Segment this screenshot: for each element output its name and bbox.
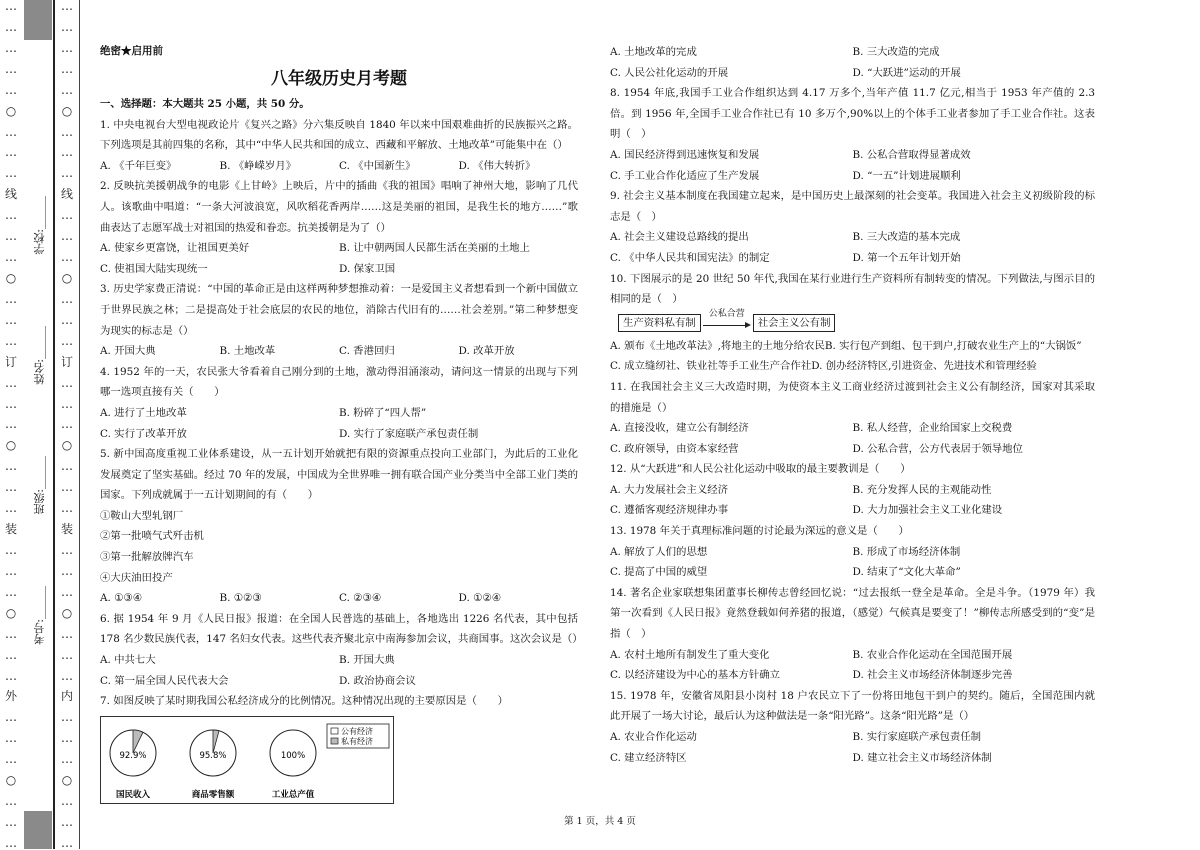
answer-options <box>100 238 578 279</box>
answer-option: D. 保家卫国 <box>339 262 396 275</box>
question-stem: 2. 反映抗美援朝战争的电影《上甘岭》上映后，片中的插曲《我的祖国》唱响了神州大地，影响了几代人。该歌曲中唱道：“一条大河波浪宽，风吹稻花香两岸……这是美丽的祖国，是我生长的地方……”歌曲表达了志愿军战士对祖国的热爱和眷恋。抗美援朝是为了（） <box>100 180 578 234</box>
answer-option: B. 粉碎了“四人帮” <box>339 406 427 419</box>
seal-mark: … <box>61 835 73 850</box>
question-stem: 12. 从“大跃进”和人民公社化运动中吸取的最主要教训是（ ） <box>610 463 911 476</box>
seal-mark: … <box>61 82 73 97</box>
answer-option: D. 改革开放 <box>458 345 515 358</box>
flow-arrow-label: 公私合营 <box>708 308 745 319</box>
question-item: ③第一批解放牌汽车 <box>100 551 194 564</box>
seal-mark: … <box>5 794 17 809</box>
pie-chart-svg <box>101 717 393 803</box>
question-stem: 7. 如图反映了某时期我国公私经济成分的比例情况。这种情况出现的主要原因是（ ） <box>100 695 509 708</box>
seal-mark: … <box>61 375 73 390</box>
seal-mark: ○ <box>61 773 73 788</box>
answer-option: D. 公私合营，公方代表居于领导地位 <box>852 442 1023 455</box>
answer-options <box>610 42 1095 83</box>
seal-mark: … <box>61 626 73 641</box>
left-questions <box>100 115 583 712</box>
seal-mark: … <box>61 291 73 306</box>
answer-option: A. 农业合作化运动 <box>610 731 697 743</box>
question-block <box>610 377 1095 459</box>
answer-options <box>610 336 1095 377</box>
answer-option: C. 人民公社化运动的开展 <box>610 66 729 79</box>
seal-mark: … <box>61 0 73 13</box>
right-questions <box>610 42 1095 768</box>
seal-mark: … <box>5 40 17 55</box>
answer-option: D. 第一个五年计划开始 <box>852 251 961 264</box>
answer-option: C. 使祖国大陆实现统一 <box>100 262 208 275</box>
question-stem: 9. 社会主义基本制度在我国建立起来，是中国历史上最深刻的社会变革。我国进入社会主义初级阶段的标志是（ ） <box>610 190 1095 223</box>
answer-options <box>610 542 1095 583</box>
answer-options <box>610 480 1095 521</box>
seal-mark: 装 <box>60 522 73 537</box>
seal-mark: … <box>5 731 17 746</box>
seal-mark: 内 <box>60 689 73 704</box>
seal-mark: … <box>61 61 73 76</box>
answer-option: A. 颁布《土地改革法》,将地主的土地分给农民 <box>610 339 825 352</box>
answer-option: D. 结束了“文化大革命” <box>852 566 961 579</box>
answer-option: A. ①③④ <box>100 592 143 605</box>
question-block <box>100 279 578 361</box>
seal-mark: … <box>5 835 17 850</box>
question-stem: 11. 在我国社会主义三大改造时期，为使资本主义工商业经济过渡到社会主义公有制经济，国家对其采取的措施是（） <box>610 380 1095 414</box>
answer-option: C. 实行了改革开放 <box>100 427 187 440</box>
binding-line <box>53 0 55 849</box>
question-block <box>100 691 578 712</box>
question-block <box>610 583 1095 686</box>
legend-swatch <box>331 728 338 734</box>
seal-mark: … <box>61 668 73 683</box>
answer-option: C. 《中国新生》 <box>339 159 416 172</box>
seal-mark: … <box>61 480 73 495</box>
seal-mark: … <box>5 61 17 76</box>
seal-mark: ○ <box>61 438 73 453</box>
flow-diagram <box>618 308 1095 334</box>
answer-options <box>610 418 1095 459</box>
answer-option: C. 第一届全国人民代表大会 <box>100 674 229 687</box>
right-column <box>610 42 1095 768</box>
seal-mark: … <box>61 396 73 411</box>
answer-option: B. 公私合营取得显著成效 <box>852 148 971 161</box>
seal-mark: … <box>5 375 17 390</box>
answer-option: B. 实行家庭联产承包责任制 <box>852 731 982 743</box>
seal-mark: … <box>5 668 17 683</box>
answer-option: C. 提高了中国的威望 <box>610 566 708 579</box>
pie-value-label: 100% <box>280 750 306 761</box>
flow-to-box: 社会主义公有制 <box>753 314 836 332</box>
answer-option: D. 政治协商会议 <box>339 674 416 687</box>
seal-mark: ○ <box>5 438 17 453</box>
answer-option: C. 成立缝纫社、铁业社等手工业生产合作社 <box>610 360 812 373</box>
seal-mark: 装 <box>4 522 17 537</box>
exam-title: 八年级历史月考题 <box>271 69 407 89</box>
seal-mark: 订 <box>60 354 73 369</box>
question-block <box>610 269 1095 377</box>
seal-mark: … <box>61 710 73 725</box>
seal-mark: … <box>5 333 17 348</box>
page-footer: 第 1 页，共 4 页 <box>564 816 636 827</box>
seal-mark: … <box>5 501 17 516</box>
seal-mark: … <box>61 145 73 160</box>
answer-option: A. 进行了土地改革 <box>100 406 187 419</box>
flow-arrow <box>701 308 753 331</box>
question-block <box>100 362 578 444</box>
seal-mark: … <box>5 124 17 139</box>
question-stem: 13. 1978 年关于真理标准问题的讨论最为深远的意义是（ ） <box>610 525 909 538</box>
answer-option: D. 社会主义市场经济体制逐步完善 <box>852 669 1013 682</box>
question-stem: 14. 著名企业家联想集团董事长柳传志曾经回忆说：“过去报纸一登全是革命。全是斗争。（1979 年）我第一次看到《人民日报》竟然登载如何养猪的报道，（感觉）气候真是要变了！”柳传志所感受到的“变”是指（ ） <box>610 586 1095 641</box>
seal-mark: ○ <box>5 270 17 285</box>
question-stem: 5. 新中国高度重视工业体系建设，从一五计划开始就把有限的资源重点投向工业部门，为此后的工业化发展奠定了坚实基础。经过 70 年的发展，中国成为全世界唯一拥有联合国产业分类当中全部工业门类的国家。下列成就属于一五计划期间的有（ ） <box>100 448 578 502</box>
answer-option: A. 中共七大 <box>100 654 156 667</box>
question-item: ④大庆油田投产 <box>100 571 173 584</box>
seal-mark: … <box>5 396 17 411</box>
legend-swatch <box>331 738 338 744</box>
school-field: 学校:______ <box>33 195 46 255</box>
seal-mark: … <box>61 417 73 432</box>
answer-option: D. ①②④ <box>458 592 502 605</box>
section-heading: 一、选择题：本大题共 25 小题，共 50 分。 <box>100 98 310 110</box>
binding-gray-top <box>24 0 52 40</box>
seal-mark: … <box>5 229 17 244</box>
question-block <box>100 609 583 691</box>
seal-mark: ○ <box>5 103 17 118</box>
seal-mark: ○ <box>61 103 73 118</box>
question-stem: 1. 中央电视台大型电视政论片《复兴之路》分六集反映自 1840 年以来中国艰难曲折的民族振兴之路。下列选项是其前四集的名称，其中“中华人民共和国的成立、西藏和平解放、土地改革”可能集中在（） <box>100 118 578 152</box>
answer-option: A. 使家乡更富饶，让祖国更美好 <box>100 242 250 255</box>
pie-value-label: 95.8% <box>199 750 227 761</box>
seal-mark: … <box>61 731 73 746</box>
seal-mark: … <box>61 584 73 599</box>
question-block <box>610 459 1095 521</box>
answer-option: C. 建立经济特区 <box>610 751 687 764</box>
seal-mark: … <box>5 710 17 725</box>
seal-mark: … <box>5 19 17 34</box>
seal-mark: … <box>61 250 73 265</box>
exam-number-field: 考号:______ <box>33 585 46 645</box>
seal-mark: … <box>61 752 73 767</box>
answer-option: B. 形成了市场经济体制 <box>852 545 961 558</box>
answer-option: B. 实行包产到组、包干到户,打破农业生产上的“大锅饭” <box>824 339 1082 352</box>
answer-option: D. 实行了家庭联产承包责任制 <box>339 427 479 440</box>
student-info <box>30 160 50 680</box>
question-block <box>100 115 578 177</box>
answer-option: B. 私人经营，企业给国家上交税费 <box>852 422 1013 435</box>
seal-mark: … <box>5 208 17 223</box>
seal-mark: … <box>5 312 17 327</box>
flow-from-box: 生产资料私有制 <box>618 314 701 332</box>
seal-mark: … <box>5 459 17 474</box>
question-block <box>610 83 1095 186</box>
seal-mark: 线 <box>60 187 73 202</box>
seal-mark: … <box>61 459 73 474</box>
secret-mark: 绝密★启用前 <box>100 45 163 57</box>
seal-mark: … <box>61 814 73 829</box>
question-block <box>610 521 1095 583</box>
seal-mark: 外 <box>4 689 17 704</box>
seal-mark: … <box>5 647 17 662</box>
binding-margin <box>0 0 80 849</box>
answer-option: C. ②③④ <box>339 592 382 605</box>
answer-option: A. 开国大典 <box>100 345 156 358</box>
question-block <box>100 176 578 279</box>
answer-option: A. 社会主义建设总路线的提出 <box>610 231 749 244</box>
question-stem: 3. 历史学家费正清说：“中国的革命正是由这样两种梦想推动着：一是爱国主义者想看到一个新中国做立于世界民族之林；二是提高处于社会底层的农民的地位，消除古代旧有的……社会差别。”第二种梦想变为现实的标志是（） <box>100 283 578 337</box>
answer-option: D. “一五”计划进展顺利 <box>852 169 961 182</box>
answer-option: B. 充分发挥人民的主观能动性 <box>852 483 992 496</box>
answer-options <box>100 403 578 444</box>
seal-mark: … <box>61 229 73 244</box>
answer-option: B. 开国大典 <box>339 654 395 667</box>
legend-label: 公有经济 <box>341 726 373 736</box>
question-block <box>100 444 578 609</box>
question-stem: 4. 1952 年的一天，农民张大爷看着自己刚分到的土地，激动得泪涌滚动，请问这一情景的出现与下列哪一选项直接有关（ ） <box>100 365 578 399</box>
answer-option: D. 建立社会主义市场经济体制 <box>852 751 992 764</box>
pie-category-label: 工业总产值 <box>271 789 315 800</box>
seal-mark: … <box>61 333 73 348</box>
answer-option: B. 三大改造的完成 <box>852 46 940 58</box>
binding-line-inner <box>79 0 80 849</box>
answer-option: C. 以经济建设为中心的基本方针确立 <box>610 669 781 682</box>
answer-option: C. 香港回归 <box>339 345 395 358</box>
answer-option: A. 土地改革的完成 <box>610 46 697 58</box>
answer-options <box>610 727 1095 768</box>
seal-mark: … <box>5 417 17 432</box>
answer-option: B. 让中朝两国人民都生活在美丽的土地上 <box>339 242 530 255</box>
answer-options <box>100 650 578 691</box>
flow-arrow-head <box>745 322 751 328</box>
seal-mark: … <box>5 291 17 306</box>
seal-mark: … <box>61 124 73 139</box>
answer-option: C. 《中华人民共和国宪法》的制定 <box>610 251 770 264</box>
answer-options <box>610 227 1095 268</box>
seal-mark: … <box>5 752 17 767</box>
answer-option: C. 手工业合作化适应了生产发展 <box>610 169 760 182</box>
question-stem: 10. 下图展示的是 20 世纪 50 年代,我国在某行业进行生产资料所有制转变的情况。下列做法,与图示目的相同的是（ ） <box>610 272 1095 306</box>
question-item: ①鞍山大型轧钢厂 <box>100 509 184 522</box>
class-field: 班级:______ <box>33 455 46 515</box>
answer-option: D. 《伟大转折》 <box>458 159 536 172</box>
seal-mark: … <box>5 626 17 641</box>
answer-option: A. 直接没收，建立公有制经济 <box>610 422 749 435</box>
answer-option: B. 三大改造的基本完成 <box>852 231 961 244</box>
answer-option: B. 农业合作化运动在全国范围开展 <box>852 648 1013 661</box>
seal-mark: 订 <box>4 354 17 369</box>
seal-mark: … <box>61 563 73 578</box>
seal-mark: … <box>5 145 17 160</box>
answer-options <box>100 341 578 362</box>
seal-mark: … <box>61 542 73 557</box>
seal-mark: ○ <box>61 270 73 285</box>
seal-mark: … <box>61 208 73 223</box>
answer-option: C. 遵循客观经济规律办事 <box>610 504 729 517</box>
question-stem: 6. 据 1954 年 9 月《人民日报》报道：在全国人民普选的基础上，各地选出 1226 名代表，其中包括 178 名少数民族代表，147 名妇女代表。这些代表齐聚北京中南海参加会议，共商国事。这次会议是（） <box>100 612 583 646</box>
inner-seal-marks <box>60 0 74 849</box>
seal-mark: … <box>5 584 17 599</box>
question-stem: 8. 1954 年底,我国手工业合作组织达到 4.17 万多个,当年产值 11.7 亿元,相当于 1953 年产值的 2.3 倍。到 1956 年,全国手工业合作社已有 10 多万个,90%以上的个体手工业者参加了手工业合作社。这表明（ ） <box>610 87 1095 141</box>
seal-mark: ○ <box>5 773 17 788</box>
outer-seal-marks <box>4 0 18 849</box>
pie-chart-figure <box>100 716 394 804</box>
answer-options <box>100 156 578 177</box>
name-field: 姓名:______ <box>33 325 46 385</box>
answer-option: D. “大跃进”运动的开展 <box>852 66 961 79</box>
flow-arrow-line <box>703 325 747 326</box>
answer-option: B. 土地改革 <box>219 345 276 358</box>
question-stem: 15. 1978 年，安徽省凤阳县小岗村 18 户农民立下了一份将田地包干到户的契约。随后，全国范围内就此开展了一场大讨论，最后认为这种做法是一条“阳光路”。这条“阳光路”是（） <box>610 689 1095 723</box>
seal-mark: … <box>5 542 17 557</box>
seal-mark: … <box>61 40 73 55</box>
seal-mark: ○ <box>61 605 73 620</box>
answer-option: A. 解放了人们的思想 <box>610 545 708 558</box>
seal-mark: … <box>61 794 73 809</box>
seal-mark: … <box>5 82 17 97</box>
seal-mark: … <box>5 250 17 265</box>
answer-options <box>100 588 578 609</box>
seal-mark: … <box>5 480 17 495</box>
seal-mark: … <box>61 166 73 181</box>
question-block <box>610 42 1095 83</box>
question-block <box>610 186 1095 268</box>
answer-options <box>610 145 1095 186</box>
seal-mark: 线 <box>4 187 17 202</box>
answer-option: C. 政府领导，由资本家经营 <box>610 442 739 455</box>
answer-option: A. 大力发展社会主义经济 <box>610 483 729 496</box>
seal-mark: … <box>5 166 17 181</box>
answer-option: B. ①②③ <box>219 592 262 605</box>
left-column <box>100 40 583 804</box>
pie-value-label: 92.9% <box>119 750 147 761</box>
seal-mark: ○ <box>5 605 17 620</box>
pie-category-label: 商品零售额 <box>191 789 235 800</box>
seal-mark: … <box>5 0 17 13</box>
legend-label: 私有经济 <box>341 736 373 746</box>
answer-option: D. 创办经济特区,引进资金、先进技术和管理经验 <box>811 360 1037 373</box>
seal-mark: … <box>5 814 17 829</box>
answer-option: A. 国民经济得到迅速恢复和发展 <box>610 148 760 161</box>
answer-option: A. 农村土地所有制发生了重大变化 <box>610 648 770 661</box>
seal-mark: … <box>61 312 73 327</box>
seal-mark: … <box>61 501 73 516</box>
answer-option: B. 《峥嵘岁月》 <box>219 159 297 172</box>
question-block <box>610 686 1095 768</box>
answer-options <box>610 645 1095 686</box>
seal-mark: … <box>5 563 17 578</box>
answer-option: A. 《千年巨变》 <box>100 159 177 172</box>
question-item: ②第一批喷气式歼击机 <box>100 530 204 543</box>
seal-mark: … <box>61 647 73 662</box>
pie-category-label: 国民收入 <box>115 789 151 800</box>
seal-mark: … <box>61 19 73 34</box>
answer-option: D. 大力加强社会主义工业化建设 <box>852 504 1003 517</box>
